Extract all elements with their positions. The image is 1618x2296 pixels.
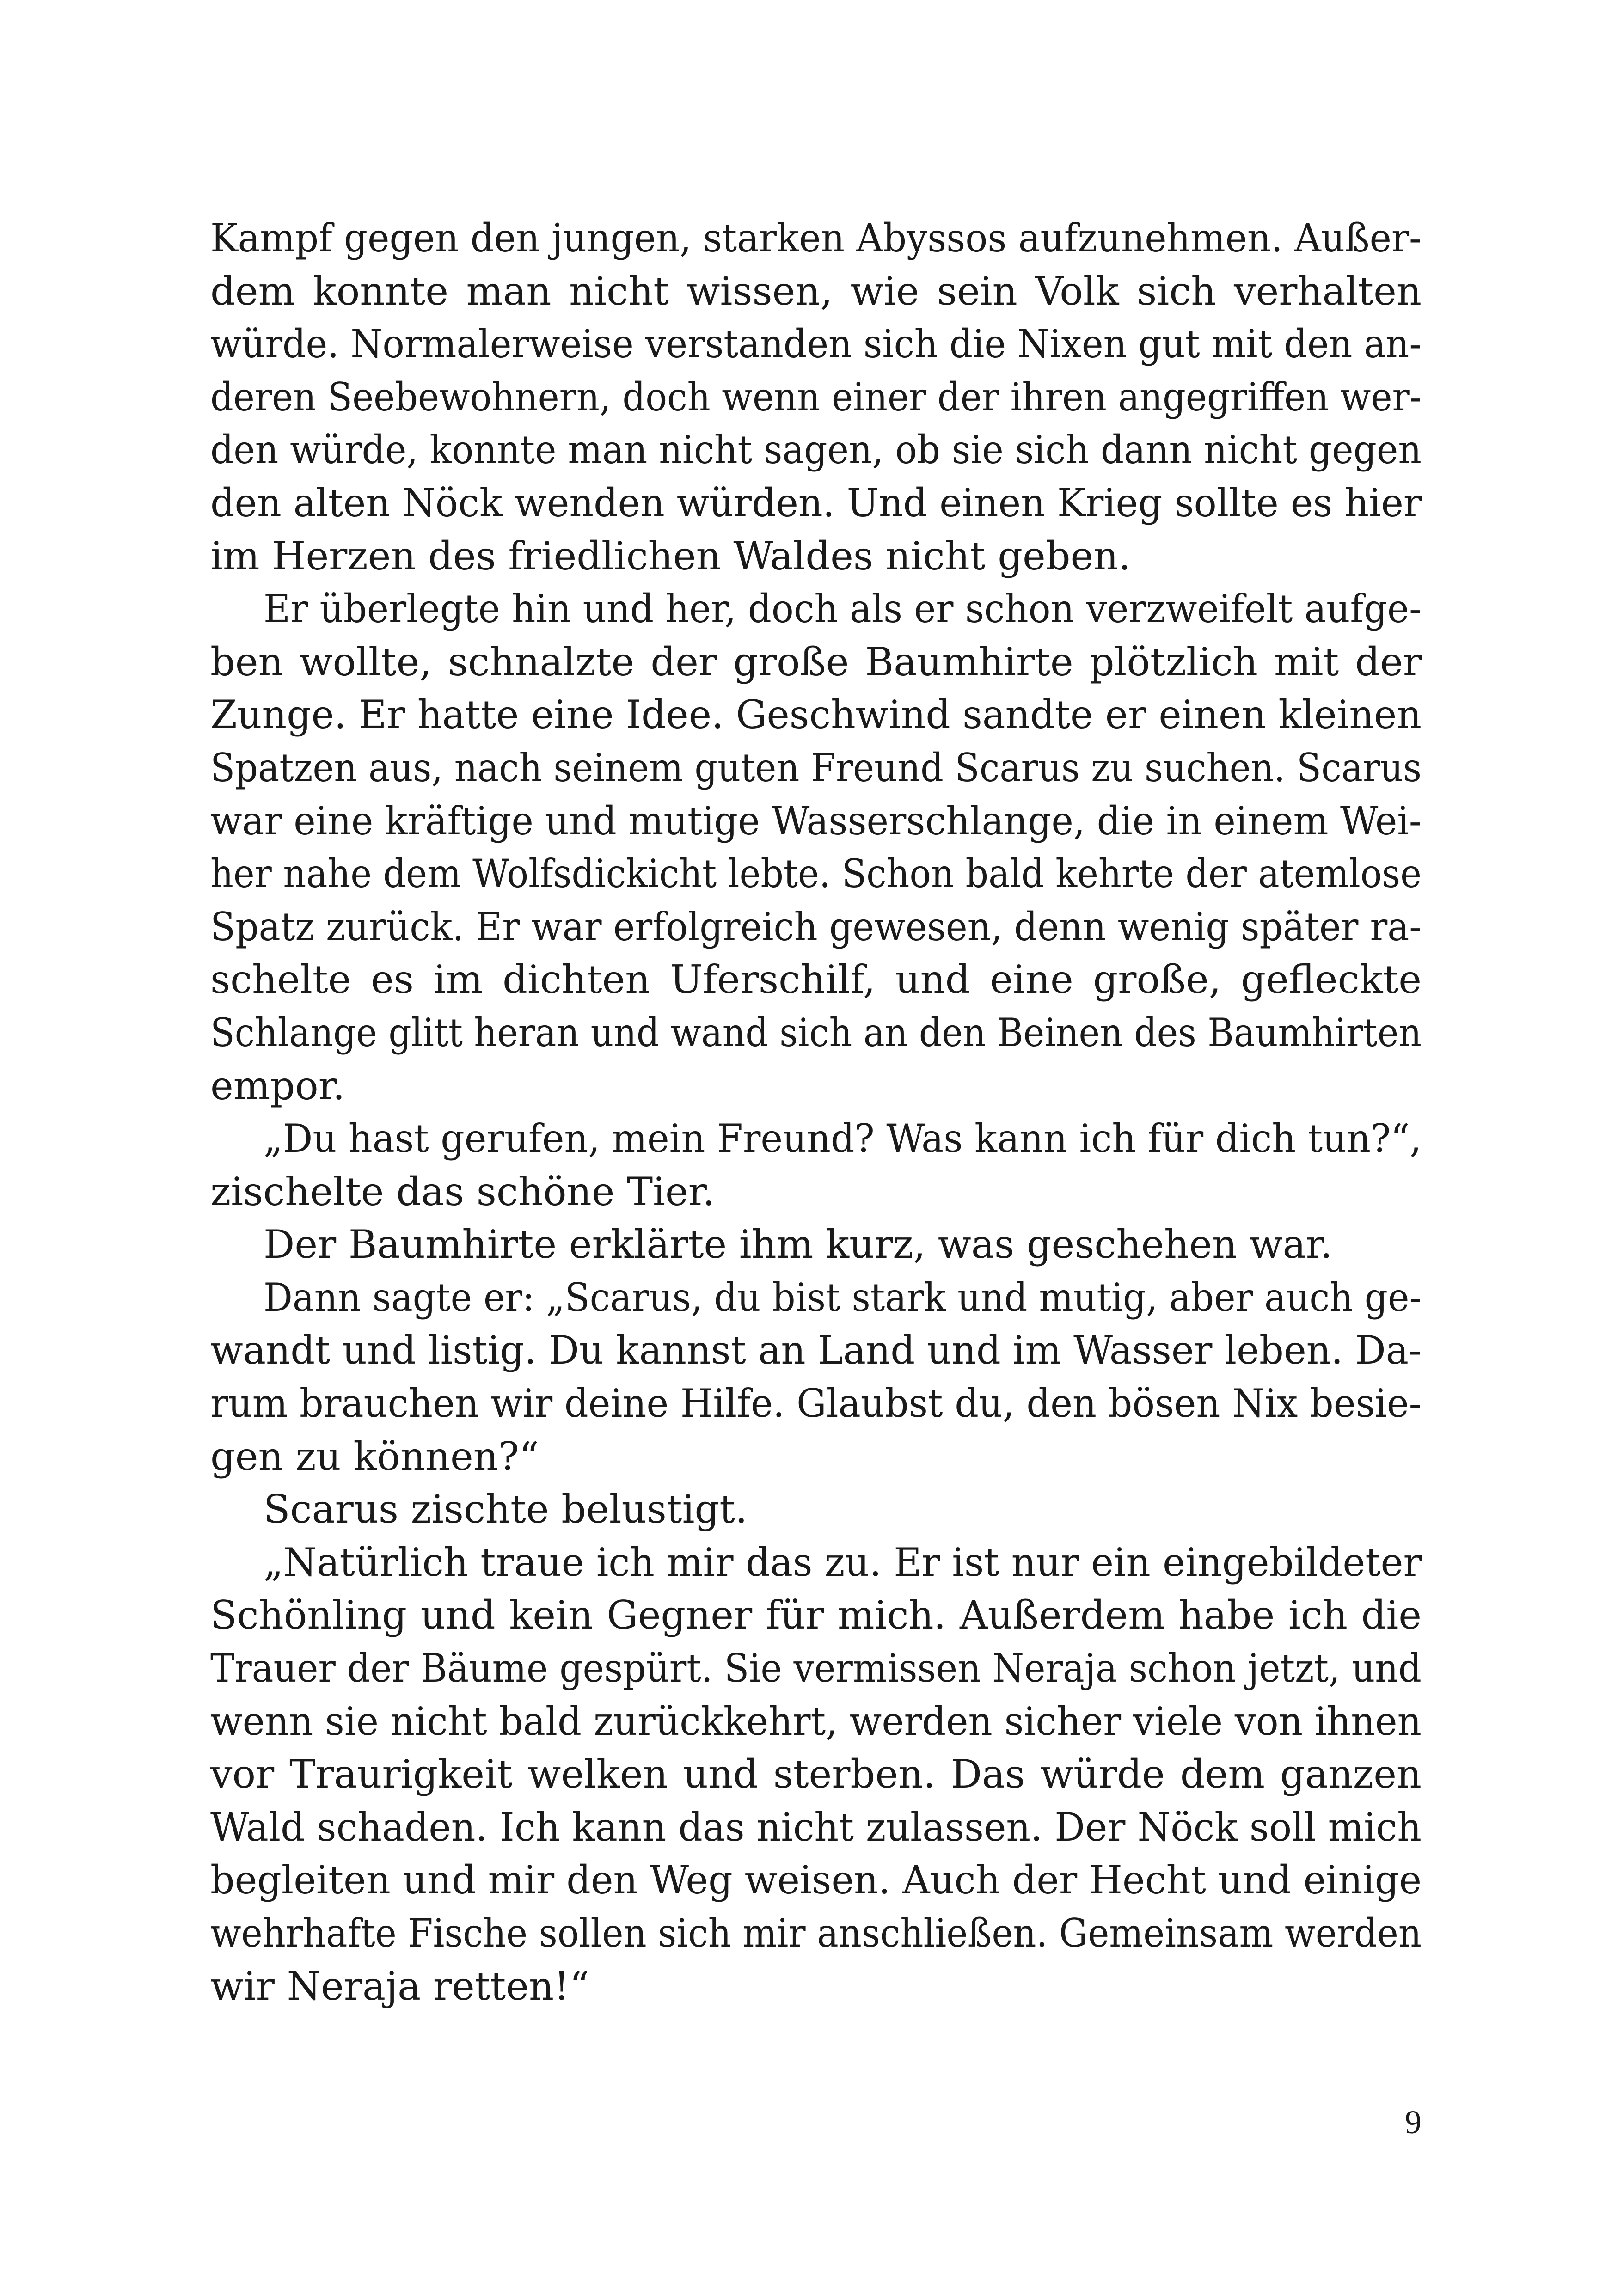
text-line: Schlange glitt heran und wand sich an den Beinen des Baumhirten [210,1010,1422,1055]
text-line: her nahe dem Wolfsdickicht lebte. Schon bald kehrte der atemlose [210,851,1422,897]
text-line: Er überlegte hin und her, doch als er schon verzweifelt aufge- [264,586,1422,632]
text-line: rum brauchen wir deine Hilfe. Glaubst du, den bösen Nix besie- [210,1381,1422,1427]
text-line: gen zu können?“ [210,1433,539,1479]
text-line: Spatz zurück. Er war erfolgreich gewesen, denn wenig später ra- [210,904,1422,949]
text-line: wehrhafte Fische sollen sich mir anschließen. Gemeinsam werden [210,1910,1422,1956]
text-line: begleiten und mir den Weg weisen. Auch der Hecht und einige [210,1857,1422,1903]
text-line: wandt und listig. Du kannst an Land und im Wasser leben. Da- [210,1328,1422,1373]
text-line: Kampf gegen den jungen, starken Abyssos aufzunehmen. Außer- [210,215,1422,261]
text-line: im Herzen des friedlichen Waldes nicht geben. [210,533,1131,579]
text-line: schelte es im dichten Uferschilf, und eine große, gefleckte [210,957,1422,1003]
text-line: wenn sie nicht bald zurückkehrt, werden sicher viele von ihnen [210,1698,1422,1744]
text-line: Der Baumhirte erklärte ihm kurz, was geschehen war. [264,1222,1333,1267]
text-line: empor. [210,1063,345,1108]
body-text [210,212,1422,2013]
text-line: dem konnte man nicht wissen, wie sein Volk sich verhalten [210,268,1422,314]
text-line: „Du hast gerufen, mein Freund? Was kann ich für dich tun?“, [264,1116,1422,1162]
text-line: würde. Normalerweise verstanden sich die Nixen gut mit den an- [210,321,1422,367]
text-line: zischelte das schöne Tier. [210,1169,715,1214]
page-number: 9 [1405,2104,1422,2141]
text-line: den würde, konnte man nicht sagen, ob sie sich dann nicht gegen [210,427,1422,473]
text-line: Dann sagte er: „Scarus, du bist stark und mutig, aber auch ge- [264,1274,1422,1320]
text-line: war eine kräftige und mutige Wasserschlange, die in einem Wei- [210,798,1422,844]
text-line: den alten Nöck wenden würden. Und einen Krieg sollte es hier [210,480,1422,526]
text-line: Schönling und kein Gegner für mich. Außerdem habe ich die [210,1592,1422,1638]
text-line: wir Neraja retten!“ [210,1963,589,2009]
text-line: Spatzen aus, nach seinem guten Freund Scarus zu suchen. Scarus [210,745,1422,790]
text-line: vor Traurigkeit welken und sterben. Das würde dem ganzen [210,1751,1422,1797]
text-line: deren Seebewohnern, doch wenn einer der ihren angegriffen wer- [210,374,1422,420]
text-line: ben wollte, schnalzte der große Baumhirte plötzlich mit der [210,639,1422,685]
text-line: Trauer der Bäume gespürt. Sie vermissen Neraja schon jetzt, und [210,1646,1422,1691]
text-line: Zunge. Er hatte eine Idee. Geschwind sandte er einen kleinen [210,692,1422,738]
text-line: Wald schaden. Ich kann das nicht zulassen. Der Nöck soll mich [210,1804,1422,1850]
text-line: „Natürlich traue ich mir das zu. Er ist nur ein eingebildeter [264,1539,1422,1585]
text-line: Scarus zischte belustigt. [264,1487,748,1532]
